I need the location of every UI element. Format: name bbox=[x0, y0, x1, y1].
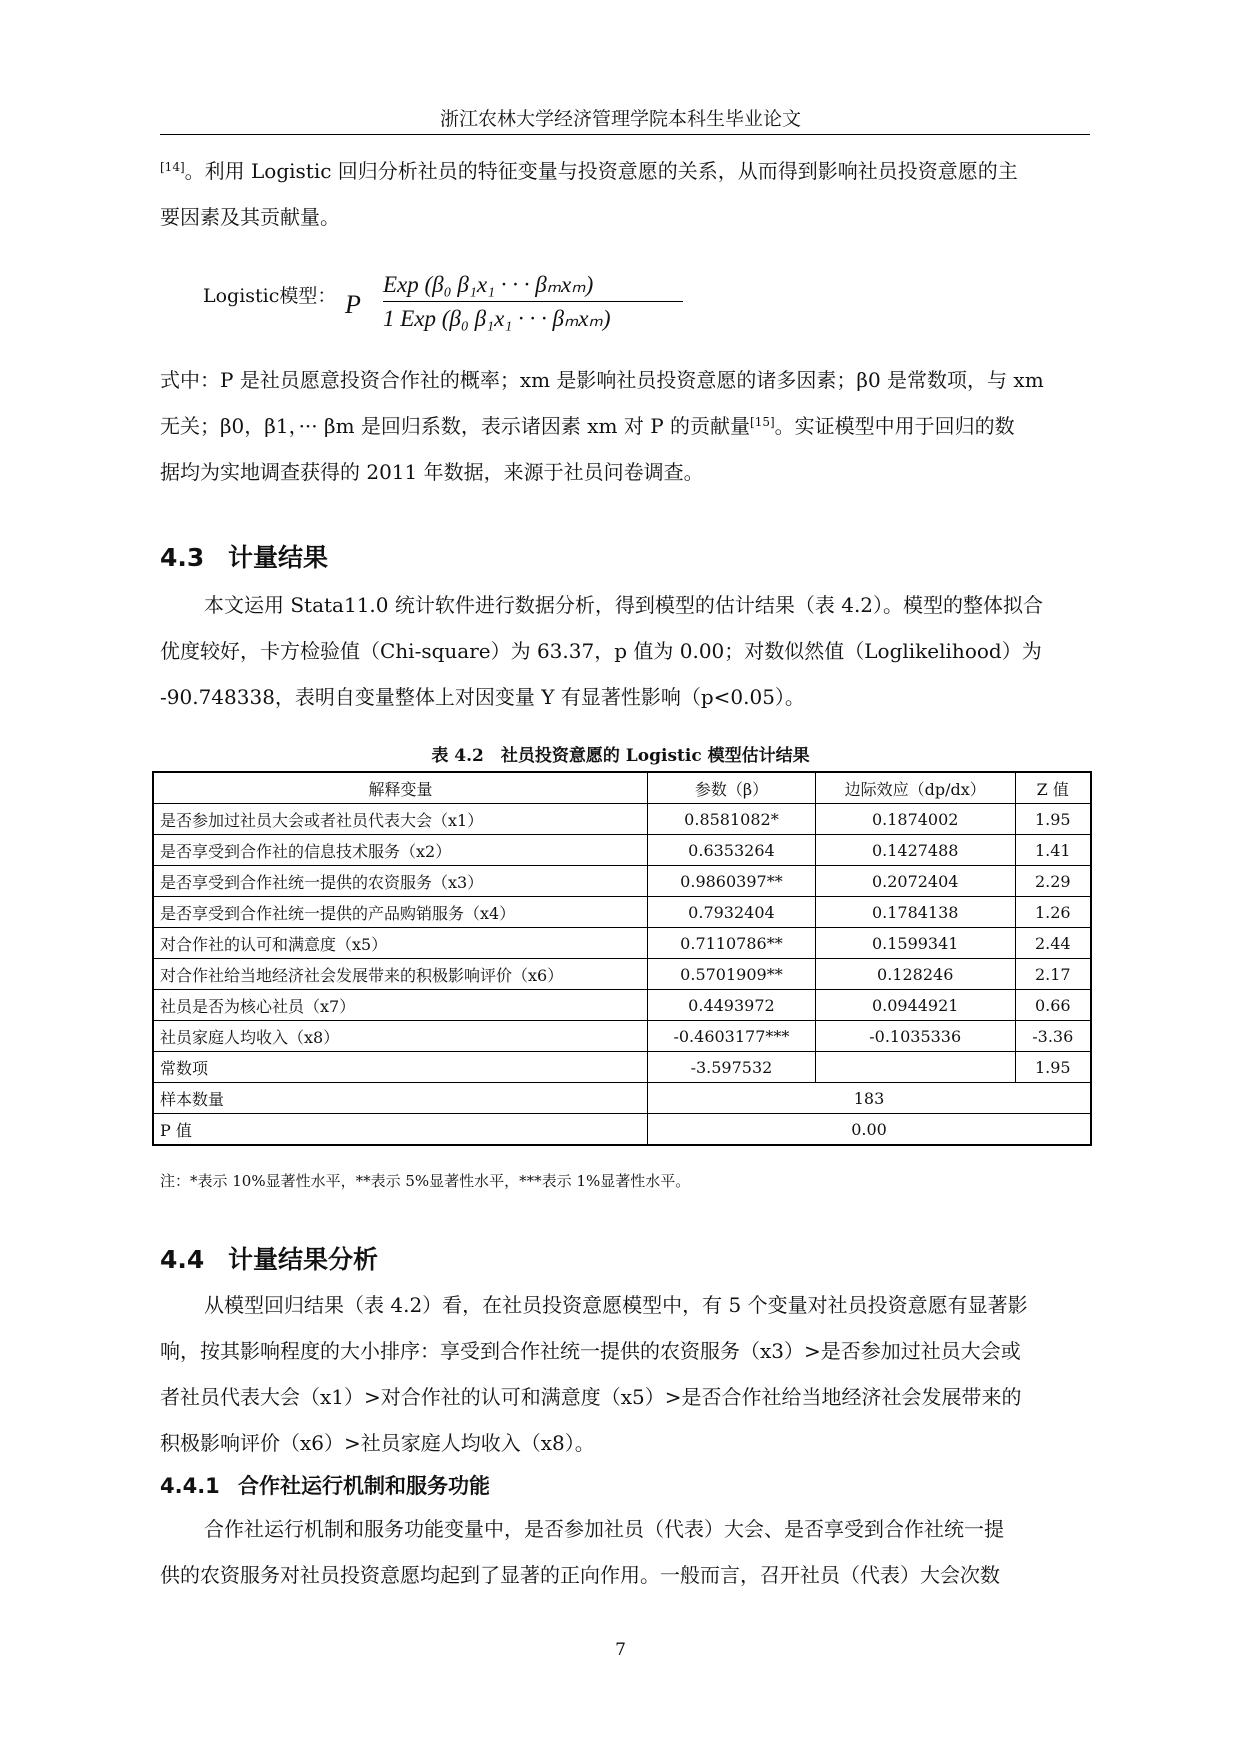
citation-14: [14] bbox=[160, 160, 185, 174]
table-row bbox=[153, 1052, 1091, 1083]
variable-cell: 常数项 bbox=[153, 1052, 648, 1083]
beta-cell: 0.9860397** bbox=[648, 866, 816, 897]
formula-denominator: 1 Exp (β₀ β₁x₁ · · · βₘxₘ) bbox=[383, 306, 611, 331]
marginal-cell: 0.1427488 bbox=[815, 835, 1015, 866]
marginal-cell bbox=[815, 1052, 1015, 1083]
beta-cell: 0.7110786** bbox=[648, 928, 816, 959]
marginal-cell: 0.1784138 bbox=[815, 897, 1015, 928]
table-row bbox=[153, 1021, 1091, 1052]
fraction-bar bbox=[383, 301, 683, 302]
table-note: 注：*表示 10%显著性水平，**表示 5%显著性水平，***表示 1%显著性水平。 bbox=[160, 1172, 691, 1190]
beta-cell: 0.5701909** bbox=[648, 959, 816, 990]
section-4-4-1-heading: 4.4.1 合作社运行机制和服务功能 bbox=[160, 1474, 490, 1498]
table-row bbox=[153, 928, 1091, 959]
formula-numerator: Exp (β₀ β₁x₁ · · · βₘxₘ) bbox=[383, 272, 594, 297]
col-header-z: Z 值 bbox=[1015, 772, 1091, 804]
marginal-cell: 0.2072404 bbox=[815, 866, 1015, 897]
beta-cell: 0.4493972 bbox=[648, 990, 816, 1021]
logistic-formula bbox=[345, 268, 685, 340]
formula-lhs: P bbox=[345, 290, 361, 319]
variable-cell: 是否参加过社员大会或者社员代表大会（x1） bbox=[153, 804, 648, 835]
definitions-line-3: 据均为实地调查获得的 2011 年数据，来源于社员问卷调查。 bbox=[160, 460, 704, 484]
p-value-row-value: 0.00 bbox=[648, 1114, 1091, 1146]
p-value-row-label: P 值 bbox=[153, 1114, 648, 1146]
table-row bbox=[153, 804, 1091, 835]
table-row bbox=[153, 959, 1091, 990]
z-cell: 1.95 bbox=[1015, 804, 1091, 835]
section-4-4-heading: 4.4 计量结果分析 bbox=[160, 1245, 379, 1274]
sample-size-row-label: 样本数量 bbox=[153, 1083, 648, 1114]
variable-cell: 对合作社的认可和满意度（x5） bbox=[153, 928, 648, 959]
section-4-3-heading: 4.3 计量结果 bbox=[160, 543, 329, 572]
z-cell: 0.66 bbox=[1015, 990, 1091, 1021]
intro-paragraph bbox=[160, 148, 1090, 240]
beta-cell: 0.8581082* bbox=[648, 804, 816, 835]
sample-size-row-value: 183 bbox=[648, 1083, 1091, 1114]
marginal-cell: 0.128246 bbox=[815, 959, 1015, 990]
table-caption: 表 4.2 社员投资意愿的 Logistic 模型估计结果 bbox=[431, 746, 810, 766]
intro-line-1: [14]。利用 Logistic 回归分析社员的特征变量与投资意愿的关系，从而得到影响社员投资意愿的主 bbox=[160, 159, 1018, 183]
variable-cell: 社员家庭人均收入（x8） bbox=[153, 1021, 648, 1052]
beta-cell: -0.4603177*** bbox=[648, 1021, 816, 1052]
z-cell: 1.95 bbox=[1015, 1052, 1091, 1083]
citation-15: [15] bbox=[750, 415, 775, 429]
z-cell: 2.29 bbox=[1015, 866, 1091, 897]
table-row bbox=[153, 990, 1091, 1021]
page-number: 7 bbox=[615, 1640, 626, 1660]
intro-line-2: 要因素及其贡献量。 bbox=[160, 205, 340, 229]
variable-cell: 是否享受到合作社的信息技术服务（x2） bbox=[153, 835, 648, 866]
z-cell: 2.17 bbox=[1015, 959, 1091, 990]
table-row bbox=[153, 897, 1091, 928]
section-4-4-paragraph: 从模型回归结果（表 4.2）看，在社员投资意愿模型中，有 5 个变量对社员投资意愿有显著影 响，按其影响程度的大小排序：享受到合作社统一提供的农资服务（x3）>是否参加过社员大会或 者社员代表大会（x1）>对合作社的认可和满意度（x5）>是否合作社给当地经济社会发展带来的 积极影响评价（x6）>社员家庭人均收入（x8）。 bbox=[160, 1293, 1028, 1455]
beta-cell: -3.597532 bbox=[648, 1052, 816, 1083]
variable-cell: 对合作社给当地经济社会发展带来的积极影响评价（x6） bbox=[153, 959, 648, 990]
running-header: 浙江农林大学经济管理学院本科生毕业论文 bbox=[439, 108, 801, 130]
results-table bbox=[152, 771, 1092, 1146]
sample-size-row bbox=[153, 1083, 1091, 1114]
marginal-cell: 0.0944921 bbox=[815, 990, 1015, 1021]
z-cell: -3.36 bbox=[1015, 1021, 1091, 1052]
section-4-4-1-paragraph: 合作社运行机制和服务功能变量中，是否参加社员（代表）大会、是否享受到合作社统一提 供的农资服务对社员投资意愿均起到了显著的正向作用。一般而言，召开社员（代表）大会次数 bbox=[160, 1517, 1004, 1587]
z-cell: 2.44 bbox=[1015, 928, 1091, 959]
table-row bbox=[153, 866, 1091, 897]
marginal-cell: 0.1599341 bbox=[815, 928, 1015, 959]
beta-cell: 0.6353264 bbox=[648, 835, 816, 866]
beta-cell: 0.7932404 bbox=[648, 897, 816, 928]
definitions-paragraph bbox=[160, 357, 1090, 495]
header-rule bbox=[160, 134, 1090, 135]
formula-label: Logistic模型： bbox=[203, 285, 337, 307]
variable-cell: 社员是否为核心社员（x7） bbox=[153, 990, 648, 1021]
marginal-cell: -0.1035336 bbox=[815, 1021, 1015, 1052]
col-header-variable: 解释变量 bbox=[153, 772, 648, 804]
table-row bbox=[153, 835, 1091, 866]
col-header-beta: 参数（β） bbox=[648, 772, 816, 804]
p-value-row bbox=[153, 1114, 1091, 1146]
marginal-cell: 0.1874002 bbox=[815, 804, 1015, 835]
col-header-marginal: 边际效应（dp/dx） bbox=[815, 772, 1015, 804]
z-cell: 1.26 bbox=[1015, 897, 1091, 928]
table-header-row bbox=[153, 772, 1091, 804]
z-cell: 1.41 bbox=[1015, 835, 1091, 866]
definitions-line-1: 式中：P 是社员愿意投资合作社的概率；xm 是影响社员投资意愿的诸多因素；β0 是常数项，与 xm bbox=[160, 368, 1044, 392]
definitions-line-2: 无关；β0，β1，··· βm 是回归系数，表示诸因素 xm 对 P 的贡献量[15]。实证模型中用于回归的数 bbox=[160, 414, 1015, 438]
variable-cell: 是否享受到合作社统一提供的产品购销服务（x4） bbox=[153, 897, 648, 928]
section-4-3-paragraph: 本文运用 Stata11.0 统计软件进行数据分析，得到模型的估计结果（表 4.2）。模型的整体拟合 优度较好，卡方检验值（Chi-square）为 63.37，p 值为 0.00；对数似然值（Loglikelihood）为 -90.748338，表明自变量整体上对因变量 Y 有显著性影响（p<0.05）。 bbox=[160, 593, 1044, 709]
variable-cell: 是否享受到合作社统一提供的农资服务（x3） bbox=[153, 866, 648, 897]
